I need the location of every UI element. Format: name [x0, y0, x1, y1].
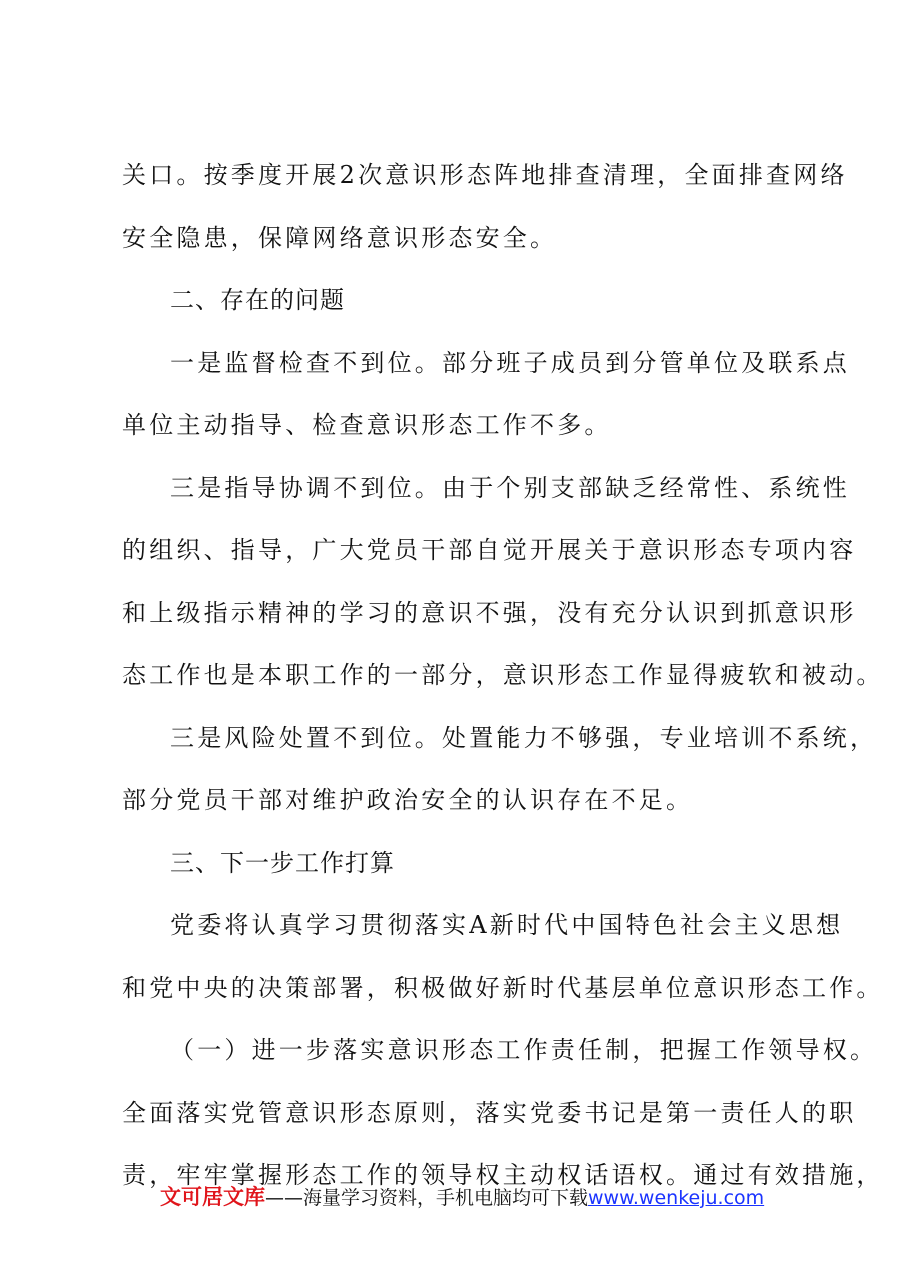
body-line: 关口。按季度开展2次意识形态阵地排查清理，全面排查网络 — [122, 161, 848, 189]
paragraph-start: 三是风险处置不到位。处置能力不够强，专业培训不系统， — [170, 723, 878, 752]
brand-name: 文可居文库 — [160, 1185, 265, 1209]
body-line: 单位主动指导、检查意识形态工作不多。 — [122, 411, 612, 439]
website-link[interactable]: www.wenkeju.com — [588, 1187, 765, 1209]
body-line: 和党中央的决策部署，积极做好新时代基层单位意识形态工作。 — [122, 973, 884, 1002]
footer-banner — [160, 1185, 800, 1210]
paragraph-start: 一是监督检查不到位。部分班子成员到分管单位及联系点 — [170, 348, 850, 377]
subsection-heading: （一）进一步落实意识形态工作责任制，把握工作领导权。 — [170, 1036, 878, 1064]
section-heading: 二、存在的问题 — [170, 286, 345, 314]
body-line: 安全隐患，保障网络意识形态安全。 — [122, 223, 558, 252]
section-heading: 三、下一步工作打算 — [170, 848, 395, 877]
paragraph-start: 三是指导协调不到位。由于个别支部缺乏经常性、系统性 — [170, 473, 850, 502]
footer-slogan: ——海量学习资料，手机电脑均可下载 — [265, 1187, 589, 1209]
body-line: 部分党员干部对维护政治安全的认识存在不足。 — [122, 786, 694, 814]
body-line: 态工作也是本职工作的一部分，意识形态工作显得疲软和被动。 — [122, 661, 884, 689]
body-line: 全面落实党管意识形态原则，落实党委书记是第一责任人的职 — [122, 1098, 857, 1127]
body-line: 的组织、指导，广大党员干部自觉开展关于意识形态专项内容 — [122, 536, 857, 564]
document-body — [122, 161, 884, 1226]
body-line: 和上级指示精神的学习的意识不强，没有充分认识到抓意识形 — [122, 598, 857, 627]
paragraph-start: 党委将认真学习贯彻落实A新时代中国特色社会主义思想 — [170, 911, 844, 939]
body-line: 责，牢牢掌握形态工作的领导权主动权话语权。通过有效措施， — [122, 1161, 884, 1189]
